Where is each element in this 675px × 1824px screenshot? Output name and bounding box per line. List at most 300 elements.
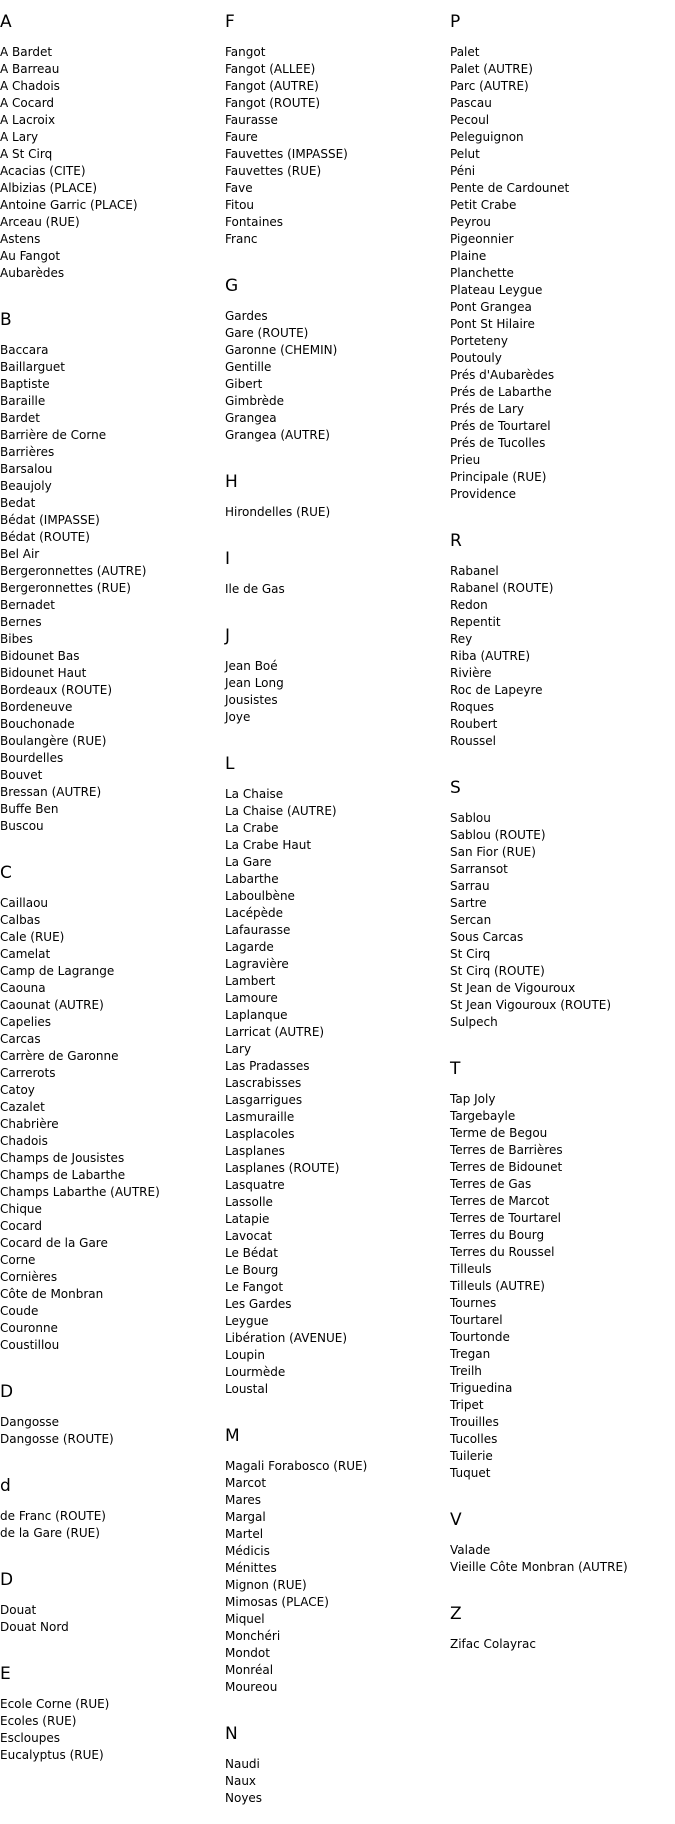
street-name: Prés de Labarthe xyxy=(450,385,552,399)
street-name: Camelat xyxy=(0,947,51,961)
street-name: Fauvettes (RUE) xyxy=(225,164,322,178)
street-list xyxy=(450,1636,675,1653)
street-name: Prés de Tucolles xyxy=(450,436,546,450)
street-name: Cocard xyxy=(0,1219,43,1233)
street-name: Tucolles xyxy=(450,1432,498,1446)
street-name: Leygue xyxy=(225,1314,269,1328)
street-name: Carcas xyxy=(0,1032,41,1046)
street-name: Côte de Monbran xyxy=(0,1287,104,1301)
letter-section xyxy=(450,767,675,1048)
street-name: Arceau (RUE) xyxy=(0,215,80,229)
street-name: Sartre xyxy=(450,896,487,910)
letter-section xyxy=(0,1559,225,1653)
street-name: Miquel xyxy=(225,1612,265,1626)
street-name: Palet (AUTRE) xyxy=(450,62,533,76)
street-name: Treilh xyxy=(450,1364,482,1378)
street-list xyxy=(450,563,675,750)
street-name: Lasplanes xyxy=(225,1144,285,1158)
street-name: Terres de Gas xyxy=(450,1177,532,1191)
street-name: A Bardet xyxy=(0,45,53,59)
street-name: Lavocat xyxy=(225,1229,273,1243)
street-name: Franc xyxy=(225,232,258,246)
street-name: Fauvettes (IMPASSE) xyxy=(225,147,348,161)
street-name: Vieille Côte Monbran (AUTRE) xyxy=(450,1560,628,1574)
street-name: Tregan xyxy=(450,1347,491,1361)
street-name: A Chadois xyxy=(0,79,60,93)
street-name: Tuilerie xyxy=(450,1449,493,1463)
street-list xyxy=(450,1091,675,1482)
street-name: Tourtarel xyxy=(450,1313,503,1327)
street-name: Gardes xyxy=(225,309,268,323)
street-name: Trouilles xyxy=(450,1415,499,1429)
section-letter-heading: B xyxy=(0,310,12,330)
street-name: Bardet xyxy=(0,411,41,425)
street-name: Les Gardes xyxy=(225,1297,292,1311)
street-name: Latapie xyxy=(225,1212,270,1226)
street-name: Sous Carcas xyxy=(450,930,524,944)
street-name: Tilleuls xyxy=(450,1262,492,1276)
street-name: Barsalou xyxy=(0,462,53,476)
street-name: Lourmède xyxy=(225,1365,286,1379)
street-name: de la Gare (RUE) xyxy=(0,1526,100,1540)
street-name: Lagarde xyxy=(225,940,274,954)
letter-section xyxy=(225,265,450,461)
street-name: Larricat (AUTRE) xyxy=(225,1025,325,1039)
street-name: Magali Forabosco (RUE) xyxy=(225,1459,368,1473)
street-name: Mondot xyxy=(225,1646,270,1660)
street-name: Sablou xyxy=(450,811,491,825)
letter-section xyxy=(450,1048,675,1499)
street-name: Terres de Marcot xyxy=(450,1194,550,1208)
letter-section xyxy=(450,1499,675,1593)
street-name: Plaine xyxy=(450,249,487,263)
street-name: Prés de Tourtarel xyxy=(450,419,551,433)
street-name: Naudi xyxy=(225,1757,260,1771)
street-name: A Barreau xyxy=(0,62,60,76)
street-name: Moureou xyxy=(225,1680,278,1694)
street-list xyxy=(0,44,225,282)
street-name: Aubarèdes xyxy=(0,266,65,280)
street-name: Douat xyxy=(0,1603,37,1617)
street-name: Pascau xyxy=(450,96,492,110)
street-name: Coustillou xyxy=(0,1338,60,1352)
street-name: Carrère de Garonne xyxy=(0,1049,119,1063)
street-name: Grangea (AUTRE) xyxy=(225,428,330,442)
street-list xyxy=(225,44,450,248)
street-name: Corne xyxy=(0,1253,36,1267)
street-name: Roussel xyxy=(450,734,496,748)
street-name: Pigeonnier xyxy=(450,232,514,246)
column-3 xyxy=(450,0,675,1670)
street-name: La Gare xyxy=(225,855,272,869)
street-list xyxy=(0,1602,225,1636)
street-name: A Lacroix xyxy=(0,113,56,127)
street-name: Lagravière xyxy=(225,957,289,971)
section-letter-heading: P xyxy=(450,12,461,32)
section-letter-heading: L xyxy=(225,754,235,774)
street-list xyxy=(0,342,225,835)
street-name: La Chaise xyxy=(225,787,284,801)
street-name: A St Cirq xyxy=(0,147,53,161)
section-letter-heading: G xyxy=(225,276,239,296)
street-name: Bordeneuve xyxy=(0,700,73,714)
street-name: Champs de Labarthe xyxy=(0,1168,126,1182)
street-list xyxy=(450,1542,675,1576)
street-name: Lasplacoles xyxy=(225,1127,295,1141)
street-name: Terres de Barrières xyxy=(450,1143,563,1157)
street-name: Couronne xyxy=(0,1321,58,1335)
street-name: Lary xyxy=(225,1042,252,1056)
street-name: Gimbrède xyxy=(225,394,284,408)
street-name: Redon xyxy=(450,598,488,612)
section-letter-heading: D xyxy=(0,1570,14,1590)
street-name: A Lary xyxy=(0,130,39,144)
street-name: Beaujoly xyxy=(0,479,52,493)
street-name: Terres de Tourtarel xyxy=(450,1211,561,1225)
street-name: Baraille xyxy=(0,394,46,408)
street-name: St Jean de Vigouroux xyxy=(450,981,576,995)
street-name: Lambert xyxy=(225,974,276,988)
street-name: Chabrière xyxy=(0,1117,59,1131)
street-name: Caounat (AUTRE) xyxy=(0,998,104,1012)
letter-section xyxy=(0,1371,225,1465)
street-name: Roc de Lapeyre xyxy=(450,683,543,697)
street-name: Caillaou xyxy=(0,896,49,910)
street-name: Le Bourg xyxy=(225,1263,279,1277)
section-letter-heading: A xyxy=(0,12,12,32)
street-name: Lasquatre xyxy=(225,1178,285,1192)
street-name: Cazalet xyxy=(0,1100,45,1114)
street-name: Sarransot xyxy=(450,862,508,876)
street-name: St Cirq (ROUTE) xyxy=(450,964,545,978)
street-name: Lamoure xyxy=(225,991,278,1005)
street-name: Labarthe xyxy=(225,872,279,886)
street-name: Fangot (AUTRE) xyxy=(225,79,319,93)
street-name: Poutouly xyxy=(450,351,502,365)
street-name: Jousistes xyxy=(225,693,278,707)
column-2 xyxy=(225,0,450,1824)
street-name: La Crabe xyxy=(225,821,279,835)
letter-section xyxy=(225,615,450,743)
street-name: Terres de Bidounet xyxy=(450,1160,563,1174)
street-name: Bibes xyxy=(0,632,33,646)
street-name: Principale (RUE) xyxy=(450,470,547,484)
street-name: Au Fangot xyxy=(0,249,61,263)
street-name: Lacépède xyxy=(225,906,284,920)
street-name: Terres du Roussel xyxy=(450,1245,555,1259)
street-name: Barrière de Corne xyxy=(0,428,107,442)
section-letter-heading: M xyxy=(225,1426,240,1446)
street-name: Médicis xyxy=(225,1544,270,1558)
street-name: St Jean Vigouroux (ROUTE) xyxy=(450,998,612,1012)
street-name: Parc (AUTRE) xyxy=(450,79,529,93)
street-name: Jean Long xyxy=(225,676,284,690)
street-name: Gare (ROUTE) xyxy=(225,326,309,340)
street-name: Barrières xyxy=(0,445,55,459)
street-name: Targebayle xyxy=(450,1109,516,1123)
section-letter-heading: F xyxy=(225,12,235,32)
street-name: Sablou (ROUTE) xyxy=(450,828,546,842)
letter-section xyxy=(450,520,675,767)
street-name: Loustal xyxy=(225,1382,269,1396)
street-name: Peleguignon xyxy=(450,130,524,144)
letter-section xyxy=(225,743,450,1415)
street-name: Capelies xyxy=(0,1015,52,1029)
street-name: Dangosse (ROUTE) xyxy=(0,1432,114,1446)
street-name: Ménittes xyxy=(225,1561,277,1575)
section-letter-heading: N xyxy=(225,1724,238,1744)
street-name: Antoine Garric (PLACE) xyxy=(0,198,138,212)
street-name: Cale (RUE) xyxy=(0,930,65,944)
street-list xyxy=(0,1696,225,1764)
street-name: Monréal xyxy=(225,1663,274,1677)
street-name: Bouvet xyxy=(0,768,43,782)
street-name: Roques xyxy=(450,700,494,714)
street-name: Péni xyxy=(450,164,476,178)
street-name: Rivière xyxy=(450,666,492,680)
section-letter-heading: D xyxy=(0,1382,14,1402)
street-name: Hirondelles (RUE) xyxy=(225,505,331,519)
street-name: Laboulbène xyxy=(225,889,295,903)
street-name: Bouchonade xyxy=(0,717,75,731)
street-name: Eucalyptus (RUE) xyxy=(0,1748,104,1762)
letter-section xyxy=(225,1415,450,1713)
street-name: Albizias (PLACE) xyxy=(0,181,98,195)
street-list xyxy=(225,308,450,444)
street-name: Faure xyxy=(225,130,258,144)
street-list xyxy=(225,581,450,598)
street-name: A Cocard xyxy=(0,96,55,110)
street-name: Catoy xyxy=(0,1083,35,1097)
street-name: Petit Crabe xyxy=(450,198,517,212)
street-name: Calbas xyxy=(0,913,41,927)
section-letter-heading: V xyxy=(450,1510,462,1530)
street-name: Rabanel (ROUTE) xyxy=(450,581,554,595)
section-letter-heading: E xyxy=(0,1664,11,1684)
street-name: Pont St Hilaire xyxy=(450,317,535,331)
street-name: Planchette xyxy=(450,266,514,280)
street-name: Le Bédat xyxy=(225,1246,278,1260)
street-name: Sarrau xyxy=(450,879,490,893)
street-name: Pelut xyxy=(450,147,480,161)
street-name: Noyes xyxy=(225,1791,263,1805)
street-name: Bedat xyxy=(0,496,36,510)
street-name: Escloupes xyxy=(0,1731,60,1745)
letter-section xyxy=(225,0,450,265)
street-name: Baptiste xyxy=(0,377,50,391)
street-list xyxy=(225,658,450,726)
street-list xyxy=(225,1458,450,1696)
street-name: Ile de Gas xyxy=(225,582,285,596)
street-name: Dangosse xyxy=(0,1415,60,1429)
street-name: Pont Grangea xyxy=(450,300,532,314)
street-name: La Chaise (AUTRE) xyxy=(225,804,337,818)
street-name: Zifac Colayrac xyxy=(450,1637,536,1651)
street-name: de Franc (ROUTE) xyxy=(0,1509,106,1523)
street-name: Mignon (RUE) xyxy=(225,1578,307,1592)
street-name: Fave xyxy=(225,181,253,195)
street-name: Lasmuraille xyxy=(225,1110,295,1124)
street-name: Valade xyxy=(450,1543,491,1557)
street-name: Laplanque xyxy=(225,1008,288,1022)
street-name: Buffe Ben xyxy=(0,802,59,816)
letter-section xyxy=(450,1593,675,1670)
street-name: Lassolle xyxy=(225,1195,273,1209)
street-name: Bressan (AUTRE) xyxy=(0,785,102,799)
section-letter-heading: Z xyxy=(450,1604,462,1624)
street-name: Cocard de la Gare xyxy=(0,1236,108,1250)
street-name: Pente de Cardounet xyxy=(450,181,570,195)
street-name: Faurasse xyxy=(225,113,278,127)
section-letter-heading: d xyxy=(0,1476,11,1496)
street-name: Ecoles (RUE) xyxy=(0,1714,77,1728)
street-name: Caouna xyxy=(0,981,46,995)
street-name: Fangot xyxy=(225,45,266,59)
street-name: Bel Air xyxy=(0,547,40,561)
street-name: Pecoul xyxy=(450,113,490,127)
street-name: Bourdelles xyxy=(0,751,64,765)
section-letter-heading: H xyxy=(225,472,238,492)
street-name: Palet xyxy=(450,45,480,59)
street-name: Triguedina xyxy=(450,1381,513,1395)
section-letter-heading: C xyxy=(0,863,12,883)
street-name: Bergeronnettes (AUTRE) xyxy=(0,564,147,578)
street-name: Mimosas (PLACE) xyxy=(225,1595,329,1609)
letter-section xyxy=(0,852,225,1371)
street-name: Fontaines xyxy=(225,215,284,229)
street-name: Joye xyxy=(225,710,251,724)
street-name: Naux xyxy=(225,1774,257,1788)
street-list xyxy=(450,44,675,503)
street-name: Bordeaux (ROUTE) xyxy=(0,683,113,697)
street-list xyxy=(225,1756,450,1807)
street-name: Bernadet xyxy=(0,598,56,612)
street-name: Roubert xyxy=(450,717,498,731)
street-name: Libération (AVENUE) xyxy=(225,1331,348,1345)
section-letter-heading: I xyxy=(225,549,231,569)
street-name: Tournes xyxy=(450,1296,497,1310)
street-name: Prieu xyxy=(450,453,481,467)
street-name: Bédat (IMPASSE) xyxy=(0,513,100,527)
street-name: Le Fangot xyxy=(225,1280,284,1294)
street-list xyxy=(0,895,225,1354)
street-name: Ecole Corne (RUE) xyxy=(0,1697,110,1711)
section-letter-heading: T xyxy=(450,1059,461,1079)
street-name: Terres du Bourg xyxy=(450,1228,545,1242)
street-list xyxy=(450,810,675,1031)
section-letter-heading: J xyxy=(225,626,231,646)
street-name: Fangot (ROUTE) xyxy=(225,96,321,110)
street-name: Providence xyxy=(450,487,517,501)
street-name: Rey xyxy=(450,632,473,646)
street-name: Bergeronnettes (RUE) xyxy=(0,581,131,595)
street-name: Cornières xyxy=(0,1270,58,1284)
street-name: Martel xyxy=(225,1527,264,1541)
street-name: Las Pradasses xyxy=(225,1059,310,1073)
street-name: Lasplanes (ROUTE) xyxy=(225,1161,340,1175)
street-name: Monchéri xyxy=(225,1629,281,1643)
street-name: Tilleuls (AUTRE) xyxy=(450,1279,545,1293)
street-name: Lascrabisses xyxy=(225,1076,302,1090)
letter-section xyxy=(0,299,225,852)
street-name: Margal xyxy=(225,1510,266,1524)
street-name: Carrerots xyxy=(0,1066,56,1080)
street-name: Camp de Lagrange xyxy=(0,964,115,978)
street-name: Loupin xyxy=(225,1348,265,1362)
street-name: St Cirq xyxy=(450,947,491,961)
street-name: Douat Nord xyxy=(0,1620,69,1634)
letter-section xyxy=(225,1713,450,1824)
street-name: Baccara xyxy=(0,343,49,357)
street-name: Riba (AUTRE) xyxy=(450,649,531,663)
street-name: Boulangère (RUE) xyxy=(0,734,107,748)
street-name: Mares xyxy=(225,1493,262,1507)
street-name: Gentille xyxy=(225,360,272,374)
street-name: Peyrou xyxy=(450,215,491,229)
street-name: Baillarguet xyxy=(0,360,65,374)
street-list xyxy=(225,504,450,521)
street-name: Tripet xyxy=(450,1398,484,1412)
column-1 xyxy=(0,0,225,1781)
street-name: Grangea xyxy=(225,411,277,425)
street-name: Tap Joly xyxy=(450,1092,496,1106)
street-name: Marcot xyxy=(225,1476,267,1490)
letter-section xyxy=(225,538,450,615)
section-letter-heading: S xyxy=(450,778,461,798)
street-list xyxy=(0,1414,225,1448)
street-name: Terme de Begou xyxy=(450,1126,548,1140)
section-letter-heading: R xyxy=(450,531,462,551)
street-name: Porteteny xyxy=(450,334,508,348)
street-name: Prés de Lary xyxy=(450,402,525,416)
street-name: Acacias (CITE) xyxy=(0,164,86,178)
street-name: Sulpech xyxy=(450,1015,498,1029)
street-name: Sercan xyxy=(450,913,492,927)
street-name: Repentit xyxy=(450,615,501,629)
street-name: San Fior (RUE) xyxy=(450,845,536,859)
street-name: Tuquet xyxy=(450,1466,491,1480)
street-name: Bernes xyxy=(0,615,42,629)
street-name: Jean Boé xyxy=(225,659,278,673)
street-list xyxy=(0,1508,225,1542)
letter-section xyxy=(0,1653,225,1781)
street-name: Tourtonde xyxy=(450,1330,510,1344)
street-name: Bidounet Haut xyxy=(0,666,87,680)
letter-section xyxy=(225,461,450,538)
street-name: Coude xyxy=(0,1304,39,1318)
street-name: Champs de Jousistes xyxy=(0,1151,125,1165)
street-name: Bédat (ROUTE) xyxy=(0,530,90,544)
letter-section xyxy=(0,0,225,299)
street-name: Rabanel xyxy=(450,564,499,578)
street-name: Astens xyxy=(0,232,41,246)
letter-section xyxy=(0,1465,225,1559)
street-name: Chadois xyxy=(0,1134,48,1148)
street-name: Fangot (ALLEE) xyxy=(225,62,316,76)
street-name: Lasgarrigues xyxy=(225,1093,303,1107)
letter-section xyxy=(450,0,675,520)
street-name: Garonne (CHEMIN) xyxy=(225,343,338,357)
street-name: Plateau Leygue xyxy=(450,283,543,297)
street-name: Champs Labarthe (AUTRE) xyxy=(0,1185,160,1199)
street-name: Prés d'Aubarèdes xyxy=(450,368,555,382)
street-name: La Crabe Haut xyxy=(225,838,312,852)
street-name: Lafaurasse xyxy=(225,923,291,937)
street-name: Buscou xyxy=(0,819,44,833)
street-list xyxy=(225,786,450,1398)
street-name: Chique xyxy=(0,1202,42,1216)
street-name: Fitou xyxy=(225,198,255,212)
